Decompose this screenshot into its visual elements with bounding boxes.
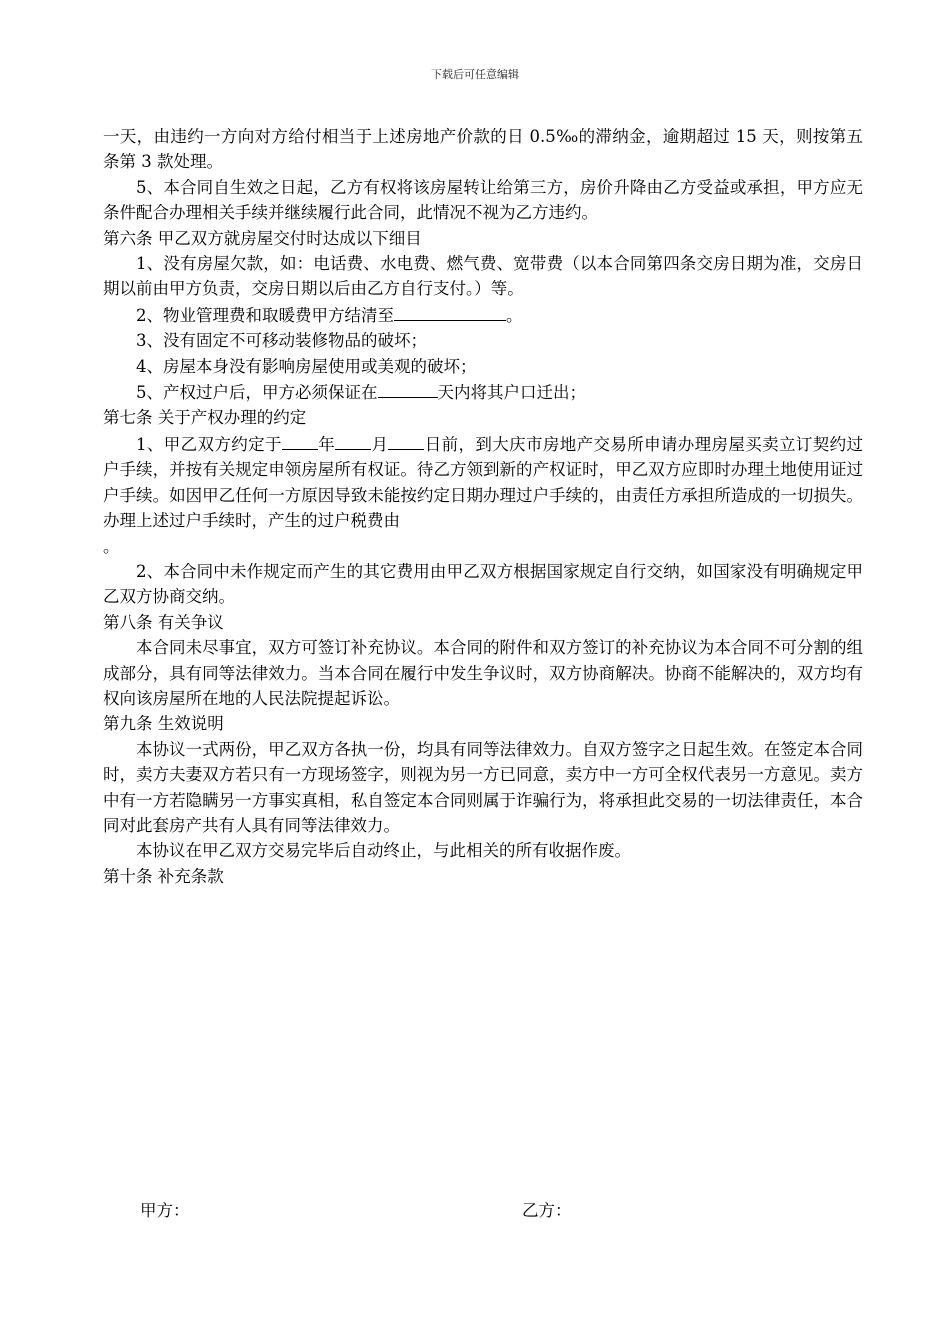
year-label: 年 [317,434,336,454]
fill-in-blank[interactable] [378,379,438,398]
article-6-item-1: 1、没有房屋欠款，如：电话费、水电费、燃气费、宽带费（以本合同第四条交房日期为准，交房日期以前由甲方负责，交房日期以后由乙方自行支付。）等。 [103,254,863,299]
article-6-item-2 [103,302,863,328]
paragraph-transfer-right: 5、本合同自生效之日起，乙方有权将该房屋转让给第三方，房价升降由乙方受益或承担，甲方应无条件配合办理相关手续并继续履行此合同，此情况不视为乙方违约。 [103,177,863,223]
article-9-body-2: 本协议在甲乙双方交易完毕后自动终止，与此相关的所有收据作废。 [136,841,631,861]
article-6-item-5 [103,379,863,405]
article-10-title: 第十条 补充条款 [103,866,224,886]
fill-in-blank-month[interactable] [335,431,371,450]
page-header: 下载后可任意编辑 [431,68,519,81]
article-6-item-5-text: 5、产权过户后，甲方必须保证在 [136,383,378,403]
article-6-title: 第六条 甲乙双方就房屋交付时达成以下细目 [103,228,422,248]
article-6-item-2-end: 。 [506,305,523,325]
article-7-item-1-body: 日前，到大庆市房地产交易所申请办理房屋买卖立订契约过户手续，并按有关规定申领房屋所有权证。待乙方领到新的产权证时，甲乙双方应即时办理土地使用证过户手续。如因甲乙任何一方原因导致未能按约定日期办理过户手续的，由责任方承担所造成的一切损失。办理上述过户手续时，产生的过户税费由 [103,434,864,531]
article-8-body: 本合同未尽事宜，双方可签订补充协议。本合同的附件和双方签订的补充协议为本合同不可分割的组成部分，具有同等法律效力。当本合同在履行中发生争议时，双方协商解决。协商不能解决的，双方均有权向该房屋所在地的人民法院提起诉讼。 [103,638,863,708]
fill-in-blank-year[interactable] [282,431,318,450]
article-6-item-5-end: 天内将其户口迁出； [437,383,586,403]
article-9-title: 第九条 生效说明 [103,714,224,734]
article-8-title: 第八条 有关争议 [103,612,224,632]
paragraph-penalty: 一天，由违约一方向对方给付相当于上述房地产价款的日 0.5‰的滞纳金，逾期超过 15 天，则按第五条第 3 款处理。 [103,127,863,172]
fill-in-blank[interactable] [394,302,506,321]
article-7-item-1-text: 1、甲乙双方约定于 [136,434,282,454]
article-6-item-3: 3、没有固定不可移动装修物品的破坏； [136,331,427,351]
signature-party-a: 甲方： [140,1201,190,1220]
article-7-item-2: 2、本合同中未作规定而产生的其它费用由甲乙双方根据国家规定自行交纳，如国家没有明确规定甲乙双方协商交纳。 [103,561,863,607]
article-7-title: 第七条 关于产权办理的约定 [103,408,307,428]
article-6-item-2-text: 2、物业管理费和取暖费甲方结清至 [136,305,394,325]
fill-in-blank-day[interactable] [388,431,424,450]
article-7-item-1 [103,431,863,559]
signature-party-b: 乙方： [522,1201,572,1220]
article-9-body-1: 本协议一式两份，甲乙双方各执一份，均具有同等法律效力。自双方签字之日起生效。在签定本合同时，卖方夫妻双方若只有一方现场签字，则视为另一方已同意，卖方中一方可全权代表另一方意见。卖方中有一方若隐瞒另一方事实真相，私自签定本合同则属于诈骗行为，将承担此交易的一切法律责任，本合同对此套房产共有人具有同等法律效力。 [103,739,863,835]
article-6-item-4: 4、房屋本身没有影响房屋使用或美观的破坏； [136,356,477,376]
contract-body [103,124,863,889]
month-label: 月 [371,434,389,454]
article-7-item-1-end: 。 [103,536,120,556]
